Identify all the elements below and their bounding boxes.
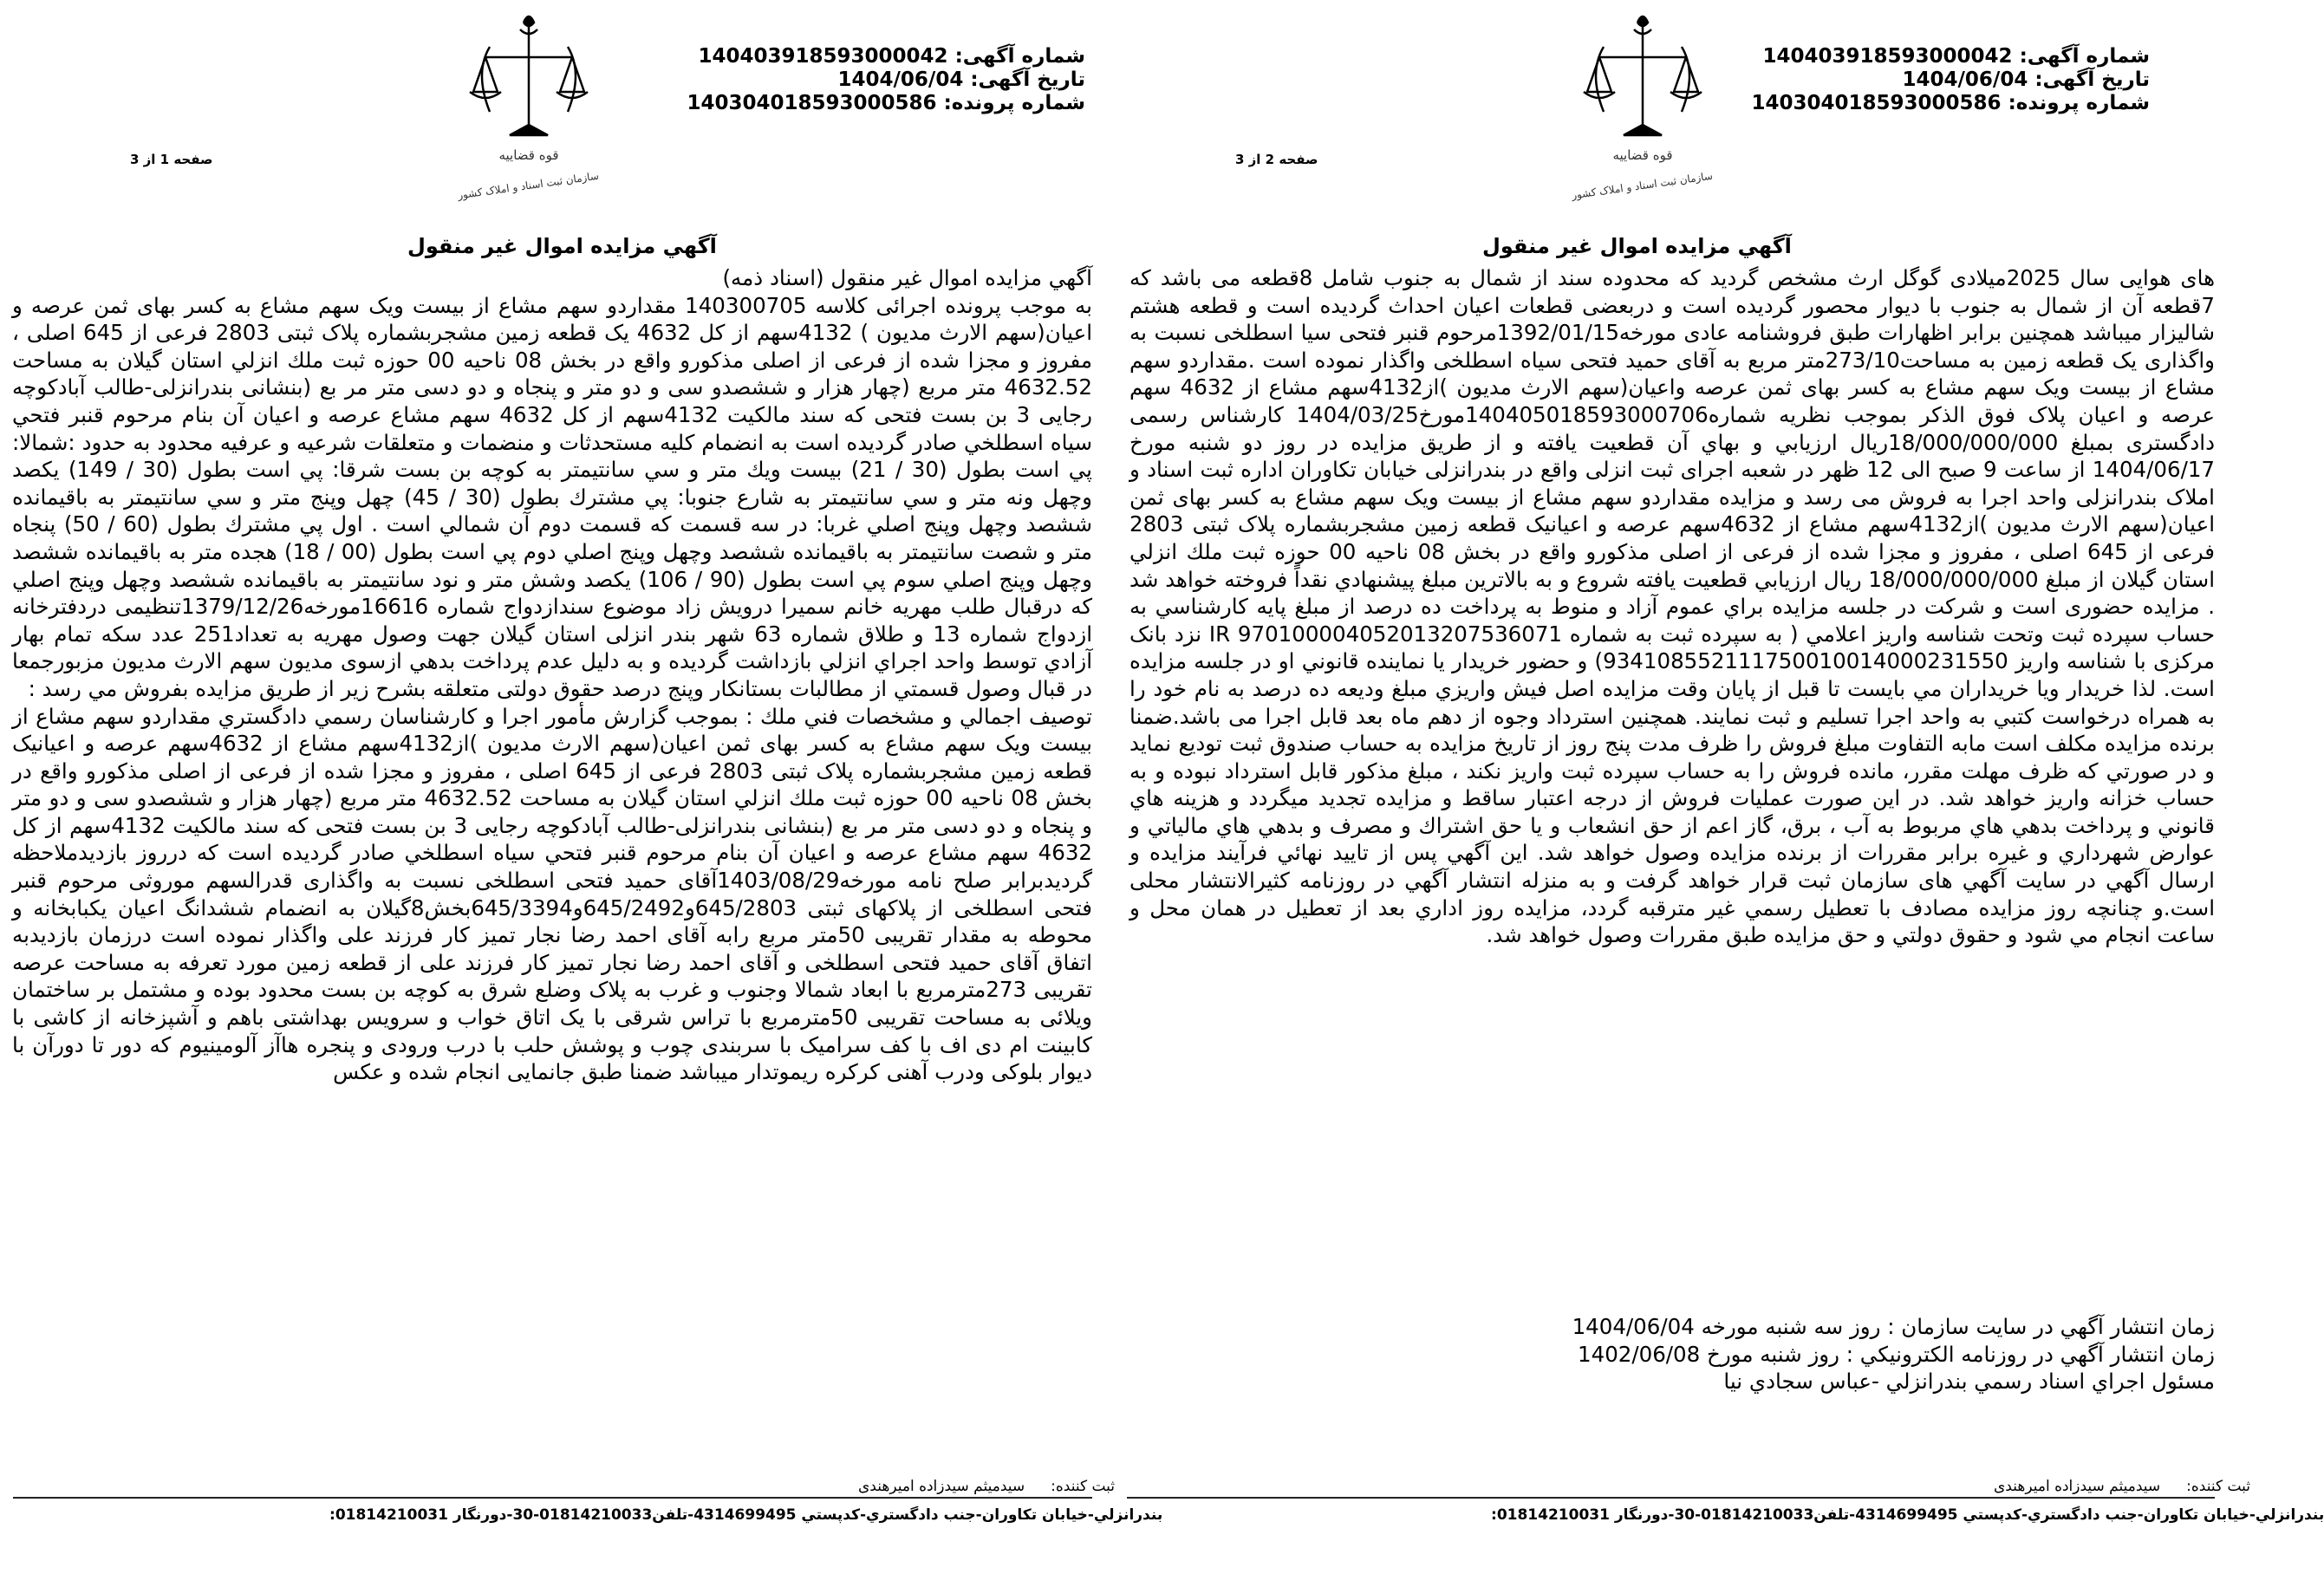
footer-divider — [1127, 1497, 2215, 1499]
logo-caption — [1571, 139, 1715, 202]
file-number: 140304018593000586 — [687, 92, 937, 114]
registrar — [858, 1478, 1115, 1495]
logo-caption-judiciary: قوه قضاییه — [498, 147, 559, 163]
logo-caption-judiciary: قوه قضاییه — [1612, 147, 1673, 163]
notice-meta — [1751, 45, 2150, 115]
logo-caption-org: سازمان ثبت اسناد و املاک کشور — [457, 169, 600, 202]
registrar-label: ثبت کننده: — [1051, 1478, 1116, 1495]
body-paragraph: توصيف اجمالي و مشخصات فني ملك : بموجب گزارش مأمور اجرا و كارشناسان رسمي دادگستري مقداردو سهم مشاع از بیست ویک سهم مشاع به کسر بهای ثمن اعیان(سهم الارث مدیون )از4132سهم مشاع از 4632سهم عرصه و اعیانیک قطعه زمین مشجربشماره پلاک ثبتی 2803 فرعی از 645 اصلی ، مفروز و مجزا شده از فرعی از اصلی مذکورو واقع در بخش 08 ناحيه 00 حوزه ثبت ملك انزلي استان گیلان به مساحت 4632.52 متر مربع (چهار هزار و ششصدو سی و دو متر و پنجاه و دو دسی متر مر بع (بنشانی بندرانزلی-طالب آبادکوچه رجایی 3 بن بست فتحی که سند مالکیت 4132سهم از کل 4632 سهم مشاع عرصه و اعيان آن بنام مرحوم قنبر فتحي سياه اسطلخي صادر گرديده است که درروز بازدیدملاحظه گردیدبرابر صلح نامه مورخه1403/08/29آقای حمید فتحی اسطلخی نسبت به واگذاری قدرالسهم موروثی مرحوم قنبر فتحی اسطلخی از پلاکهای ثبتی 645/2803و645/2492و645/3394بخش8گیلان به انضمام ششدانگ اعیان یکبابخانه و محوطه به مقدار تقریبی 50متر مربع رابه آقای احمد رضا نجار تمیز کار فرزند علی واگذار نموده است درزمان بازدیدبه اتفاق آقای حمید فتحی اسطلخی و آقای احمد رضا نجار تمیز کار فرزند علی از قطعه زمین مورد تعرفه به مساحت عرصه تقریبی 273مترمربع با ابعاد شمالا وجنوب و غرب به پلاک وضلع شرق به کوچه بن بست محدود بوده و مشتمل بر ساختمان ویلائی به مساحت تقریبی 50مترمربع با تراس شرقی با یک اتاق خواب و سرویس بهداشتی باهم و آشپزخانه از کاشی با کابینت ام دی اف با کف سرامیک با سربندی چوب و پوشش حلب با درب ورودی و پنجره هاآز آلومینیوم که دور تا دورآن با دیوار بلوکی ودرب آهنی کرکره ریموتدار میباشد ضمنا طبق جانمایی انجام شده و عکس — [12, 703, 1093, 1085]
page-number: صفحه 2 از 3 — [1235, 152, 1318, 167]
notice-title: آگهي مزايده اموال غير منقول — [1482, 234, 1792, 258]
notice-title: آگهي مزايده اموال غير منقول — [407, 234, 717, 258]
footer-divider — [13, 1497, 1092, 1499]
notice-number-label: شماره آگهی: — [954, 45, 1085, 68]
page-number: صفحه 1 از 3 — [130, 152, 213, 167]
notice-date-label: تاریخ آگهی: — [2034, 68, 2150, 91]
page-2 — [1110, 0, 2324, 1587]
logo-caption-org: سازمان ثبت اسناد و املاک کشور — [1571, 169, 1714, 202]
notice-date: 1404/06/04 — [837, 68, 964, 91]
office-address: بندرانزلي-خيابان تكاوران-جنب دادگستري-كدپستي 4314699495-تلفن01814210033-30-دورنگار 01814210031: — [329, 1506, 1163, 1524]
pub-site-date: زمان انتشار آگهي در سايت سازمان : روز سه شنبه مورخه 1404/06/04 — [1572, 1314, 2215, 1339]
notice-date: 1404/06/04 — [1902, 68, 2028, 91]
registrar-label: ثبت کننده: — [2186, 1478, 2251, 1495]
pub-newspaper-date: زمان انتشار آگهي در روزنامه الكترونيكي : روز شنبه مورخ 1402/06/08 — [1578, 1341, 2215, 1367]
body-paragraph: به موجب پرونده اجرائی کلاسه 140300705 مقداردو سهم مشاع از بیست ویک سهم مشاع به کسر بهای ثمن عرصه و اعیان(سهم الارث مدیون ) 4132سهم از کل 4632 یک قطعه زمین مشجربشماره پلاک ثبتی 2803 فرعی از 645 اصلی ، مفروز و مجزا شده از فرعی از اصلی مذکورو واقع در بخش 08 ناحيه 00 حوزه ثبت ملك انزلي استان گیلان به مساحت 4632.52 متر مربع (چهار هزار و ششصدو سی و دو متر و پنجاه و دو دسی متر مر بع (بنشانی بندرانزلی-طالب آبادکوچه رجایی 3 بن بست فتحی که سند مالکیت 4132سهم از کل 4632 سهم مشاع عرصه و اعيان آن بنام مرحوم قنبر فتحي سياه اسطلخي صادر گرديده است به انضمام كليه مستحدثات و منضمات و متعلقات شرعيه و عرفيه محدود به حدود :شمالا: پي است بطول (30 / 21) بيست ويك متر و سي سانتيمتر به كوچه بن بست شرقا: پي است بطول (30 / 149) يكصد وچهل ونه متر و سي سانتيمتر به شارع جنوبا: پي مشترك بطول (30 / 45) چهل وپنج متر و سي سانتيمتر به باقيمانده ششصد وچهل وپنج اصلي غربا: در سه قسمت كه قسمت دوم آن شمالي است . اول پي مشترك بطول (60 / 50) پنجاه متر و شصت سانتيمتر به باقيمانده ششصد وچهل وپنج اصلي دوم پي است بطول (00 / 18) هجده متر به باقيمانده ششصد وچهل وپنج اصلي سوم پي است بطول (90 / 106) يكصد وشش متر و نود سانتيمتر به باقيمانده ششصد وچهل وپنج اصلي كه درقبال طلب مهریه خانم سمیرا درویش زاد موضوع سندازدواج شماره 16616مورخه1379/12/26تنظیمی دردفترخانه ازدواج شماره 13 و طلاق شماره 63 شهر بندر انزلی استان گیلان جهت وصول مهریه به تعداد251 عدد سکه تمام بهار آزادي توسط واحد اجراي انزلي بازداشت گرديده و به دليل عدم پرداخت بدهي ازسوی مدیون سهم الارث مدیون مزبورجمعا در قبال وصول قسمتي از مطالبات بستانكار وپنج درصد حقوق دولتی متعلقه بشرح زير از طريق مزايده بفروش مي رسد : — [12, 292, 1093, 701]
logo-caption — [457, 139, 601, 202]
notice-body — [1129, 264, 2215, 1426]
file-number: 140304018593000586 — [1751, 92, 2002, 114]
notice-number: 140403918593000042 — [1762, 45, 2013, 68]
responsible-official: مسئول اجراي اسناد رسمي بندرانزلي -عباس سجادي نيا — [1723, 1369, 2215, 1395]
file-number-label: شماره پرونده: — [943, 92, 1085, 114]
file-number-label: شماره پرونده: — [2008, 92, 2150, 114]
notice-body — [12, 264, 1092, 1486]
registrar — [1994, 1478, 2250, 1495]
registrar-name: سیدمیثم سیدزاده امیرهندی — [858, 1478, 1025, 1495]
notice-number: 140403918593000042 — [698, 45, 948, 68]
notice-number-label: شماره آگهی: — [2019, 45, 2150, 68]
body-paragraph: آگهي مزايده اموال غير منقول (اسناد ذمه) — [722, 265, 1092, 290]
office-address: بندرانزلي-خيابان تكاوران-جنب دادگستري-كدپستي 4314699495-تلفن01814210033-30-دورنگار 01814210031: — [1491, 1506, 2324, 1524]
registrar-name: سیدمیثم سیدزاده امیرهندی — [1994, 1478, 2161, 1495]
publication-info — [1129, 1313, 2215, 1395]
body-paragraph: های هوایی سال 2025میلادی گوگل ارث مشخص گردید که محدوده سند از شمال به جنوب شامل 8قطعه می باشد که 7قطعه آن از شمال به جنوب با دیوار محصور گردیده است و دربعضی قطعات اعیان احداث گردیده است و قطعه هشتم شالیزار میباشد همچنین برابر اظهارات طبق فروشنامه عادی مورخه1392/01/15مرحوم قنبر فتحی سیا اسطلخی نسبت به واگذاری یک قطعه زمین به مساحت273/10متر مربع به آقای حمید فتحی سیاه اسطلخی واگذار نموده است .مقداردو سهم مشاع از بیست ویک سهم مشاع به کسر بهای ثمن عرصه واعیان(سهم الارث مدیون )از4132سهم مشاع از 4632 سهم عرصه و اعیان پلاک فوق الذکر بموجب نظریه شماره140405018593000706مورخ1404/03/25 کارشناس رسمی دادگستری بمبلغ 18/000/000/000ريال ارزيابي و بهاي آن قطعيت يافته و از طريق مزايده در روز دو شنبه مورخ 1404/06/17 از ساعت 9 صبح الی 12 ظهر در شعبه اجرای ثبت انزلی واقع در بندرانزلی خیابان تکاوران اداره ثبت اسناد و املاک بندرانزلی واحد اجرا به فروش می رسد و مزايده مقداردو سهم مشاع از بیست ویک سهم مشاع به کسر بهای ثمن اعیان(سهم الارث مدیون )از4132سهم مشاع از 4632سهم عرصه و اعیانیک قطعه زمین مشجربشماره پلاک ثبتی 2803 فرعی از 645 اصلی ، مفروز و مجزا شده از فرعی از اصلی مذکورو واقع در بخش 08 ناحيه 00 حوزه ثبت ملك انزلي استان گیلان از مبلغ 18/000/000/000 ريال ارزيابي قطعيت يافته شروع و به بالاترين مبلغ پيشنهادي نقداً فروخته خواهد شد . مزايده حضوری است و شركت در جلسه مزايده براي عموم آزاد و منوط به پرداخت ده درصد از مبلغ پايه كارشناسي به حساب سپرده ثبت وتحت شناسه واريز اعلامي ( به سپرده ثبت به شماره IR 970100004052013207536071 نزد بانک مرکزی با شناسه واریز 934108552111750010014000231550) و حضور خريدار يا نماينده قانوني او در جلسه مزايده است. لذا خريدار ويا خريداران مي بايست تا قبل از پايان وقت مزايده اصل فيش واريزي مبلغ وديعه ده درصد به نام خود را به همراه درخواست كتبي به واحد اجرا تسليم و ثبت نمايند. همچنین استرداد وجوه از دهم ماه بعد قابل اجرا می باشد.ضمنا برنده مزايده مكلف است مابه التفاوت مبلغ فروش را ظرف مدت پنج روز از تاريخ مزايده به حساب صندوق ثبت توديع نمايد و در صورتي كه ظرف مهلت مقرر، مانده فروش را به حساب سپرده ثبت واريز نكند ، مبلغ مذكور قابل استرداد نبوده و به حساب خزانه واريز خواهد شد. در اين صورت عمليات فروش از درجه اعتبار ساقط و مزايده تجديد ميگردد و هزينه هاي قانوني و پرداخت بدهي هاي مربوط به آب ، برق، گاز اعم از حق انشعاب و يا حق اشتراك و مصرف و بدهي هاي مالياتي و عوارض شهرداري و غيره برابر مقررات از برنده مزايده وصول خواهد شد. اين آگهي پس از تاييد نهائي فرآیند مزايده و ارسال آگهي در سایت آگهي های سازمان ثبت قرار خواهد گرفت و به منزله انتشار آگهي در روزنامه كثيرالانتشار محلی است.و چنانچه روز مزايده مصادف با تعطيل رسمي غير مترقبه گردد، مزايده روز اداري بعد از تعطيل در همان محل و ساعت انجام مي شود و حقوق دولتي و حق مزايده طبق مقررات وصول خواهد شد. — [1129, 265, 2216, 948]
notice-date-label: تاریخ آگهی: — [970, 68, 1085, 91]
notice-meta — [652, 45, 1085, 115]
